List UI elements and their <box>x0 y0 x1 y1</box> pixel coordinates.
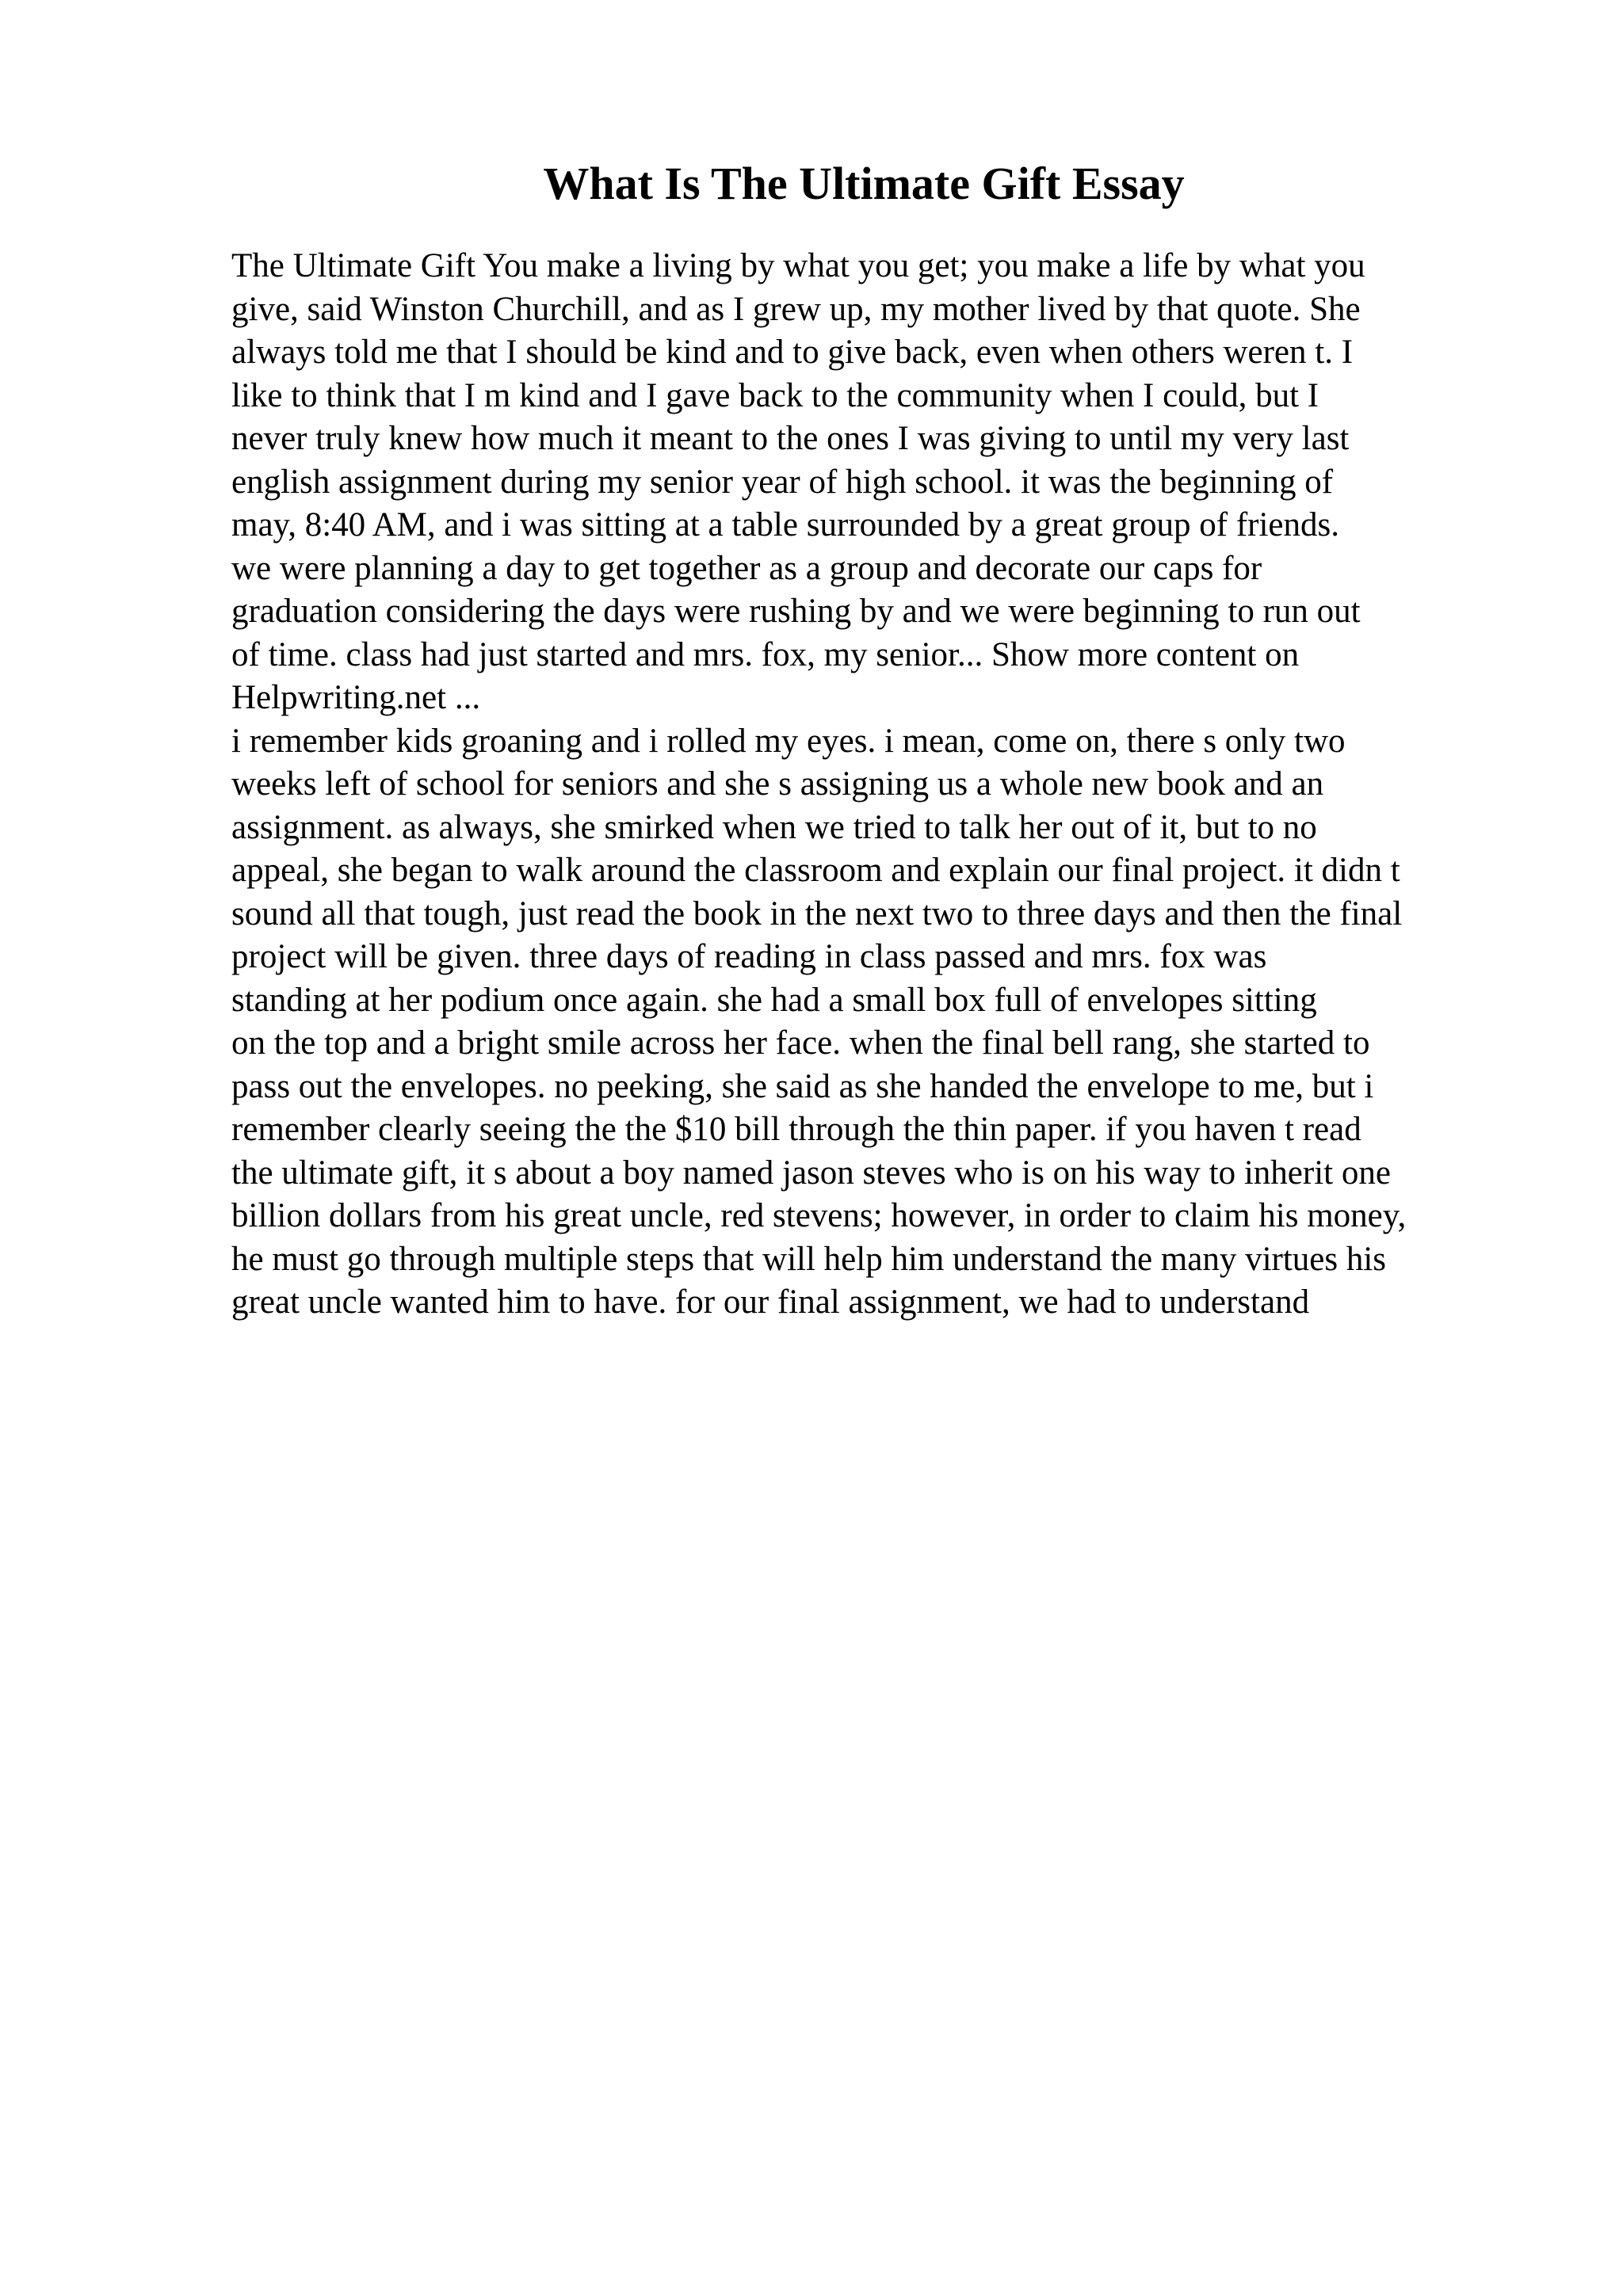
essay-line: graduation considering the days were rushing by and we were beginning to run out <box>231 593 1361 630</box>
essay-line: pass out the envelopes. no peeking, she said as she handed the envelope to me, but i <box>231 1067 1374 1105</box>
essay-line: The Ultimate Gift You make a living by what you get; you make a life by what you <box>231 247 1365 284</box>
essay-line: i remember kids groaning and i rolled my eyes. i mean, come on, there s only two <box>231 722 1346 760</box>
essay-line: standing at her podium once again. she had a small box full of envelopes sitting <box>231 981 1317 1019</box>
document-title: What Is The Ultimate Gift Essay <box>543 158 1185 209</box>
essay-line: sound all that tough, just read the book in the next two to three days and then the final <box>231 894 1403 933</box>
essay-body <box>231 245 1594 1325</box>
essay-line: the ultimate gift, it s about a boy named jason steves who is on his way to inherit one <box>231 1154 1391 1192</box>
essay-line: never truly knew how much it meant to the ones I was giving to until my very last <box>231 420 1350 457</box>
essay-line: Helpwriting.net ... <box>231 679 481 716</box>
essay-line: always told me that I should be kind and to give back, even when others weren t. I <box>231 334 1354 371</box>
essay-line: on the top and a bright smile across her face. when the final bell rang, she started to <box>231 1024 1370 1062</box>
essay-line: billion dollars from his great uncle, red stevens; however, in order to claim his money, <box>231 1197 1407 1234</box>
essay-line: english assignment during my senior year of high school. it was the beginning of <box>231 463 1334 501</box>
essay-line: he must go through multiple steps that will help him understand the many virtues his <box>231 1240 1387 1278</box>
essay-line: remember clearly seeing the the $10 bill through the thin paper. if you haven t read <box>231 1111 1361 1148</box>
essay-line: of time. class had just started and mrs. fox, my senior... Show more content on <box>231 635 1300 673</box>
essay-line: weeks left of school for seniors and she s assigning us a whole new book and an <box>231 765 1324 803</box>
essay-line: we were planning a day to get together as a group and decorate our caps for <box>231 549 1262 587</box>
essay-line: may, 8:40 AM, and i was sitting at a table surrounded by a great group of friends. <box>231 506 1339 543</box>
essay-line: give, said Winston Churchill, and as I grew up, my mother lived by that quote. She <box>231 290 1361 328</box>
essay-line: like to think that I m kind and I gave back to the community when I could, but I <box>231 376 1319 414</box>
essay-line: appeal, she began to walk around the classroom and explain our final project. it didn t <box>231 852 1400 889</box>
essay-line: assignment. as always, she smirked when we tried to talk her out of it, but to no <box>231 808 1317 846</box>
essay-line: great uncle wanted him to have. for our final assignment, we had to understand <box>231 1283 1310 1321</box>
essay-line: project will be given. three days of reading in class passed and mrs. fox was <box>231 938 1267 975</box>
